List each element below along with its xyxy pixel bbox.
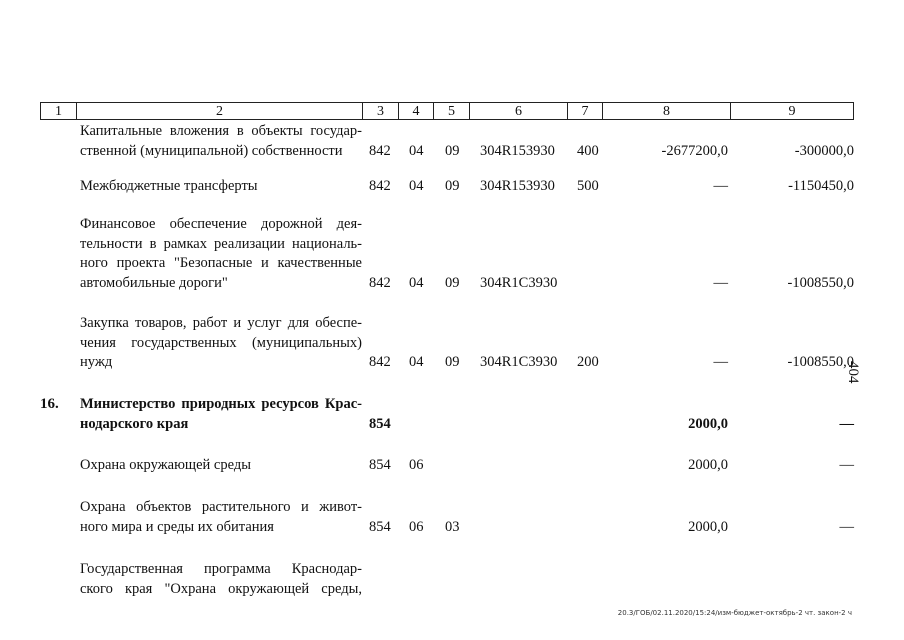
- row-name-line: ственной (муниципальной) собственности: [80, 142, 343, 159]
- row-name-line: ского края "Охрана окружающей среды,: [80, 580, 362, 597]
- row-amount-8: 2000,0: [688, 518, 728, 535]
- row-code-3: 842: [369, 178, 391, 194]
- section-number: 16.: [40, 396, 59, 412]
- row-name: [80, 456, 362, 476]
- header-col-1: 1: [40, 102, 77, 120]
- table-header: [40, 102, 854, 120]
- row-name-line: автомобильные дороги": [80, 274, 228, 291]
- row-code-3: 854: [369, 518, 391, 535]
- header-col-2: 2: [76, 102, 363, 120]
- row-name: [80, 314, 362, 373]
- row-code-3: 854: [369, 415, 391, 432]
- row-name: [80, 215, 362, 293]
- row-code-5: 09: [445, 178, 460, 194]
- row-name-line: тельности в рамках реализации националь-: [80, 235, 362, 252]
- row-amount-8: —: [713, 354, 728, 370]
- row-amount-8: 2000,0: [688, 415, 728, 432]
- row-code-3: 842: [369, 142, 391, 159]
- row-name-line: Государственная программа Краснодар-: [80, 561, 362, 577]
- header-col-9: 9: [730, 102, 854, 120]
- header-col-5: 5: [433, 102, 470, 120]
- header-col-6: 6: [469, 102, 568, 120]
- row-code-6: 304R153930: [480, 142, 555, 159]
- row-amount-9: —: [839, 518, 854, 535]
- row-name-line: чения государственных (муниципальных): [80, 334, 362, 351]
- row-name-line: Финансовое обеспечение дорожной дея-: [80, 216, 362, 232]
- row-amount-8: —: [713, 274, 728, 291]
- row-code-5: 09: [445, 274, 460, 291]
- row-name-line: Охрана окружающей среды: [80, 457, 251, 473]
- page-number: 404: [845, 361, 861, 384]
- row-code-3: 842: [369, 274, 391, 291]
- row-amount-9: -1008550,0: [787, 274, 854, 291]
- row-code-5: 09: [445, 142, 460, 159]
- header-col-7: 7: [567, 102, 603, 120]
- row-code-6: 304R153930: [480, 178, 555, 194]
- row-name-line: Межбюджетные трансферты: [80, 178, 258, 194]
- row-code-4: 04: [409, 178, 424, 194]
- row-code-7: 500: [577, 178, 599, 194]
- row-name-line: нодарского края: [80, 415, 189, 432]
- header-col-3: 3: [362, 102, 399, 120]
- row-name-line: Капитальные вложения в объекты государ-: [80, 123, 362, 139]
- row-amount-8: 2000,0: [688, 457, 728, 473]
- row-name: [80, 560, 362, 599]
- row-amount-9: -1150450,0: [788, 178, 854, 194]
- row-amount-9: -300000,0: [794, 142, 854, 159]
- row-code-5: 09: [445, 354, 460, 370]
- row-name-line: Охрана объектов растительного и живот-: [80, 499, 362, 515]
- row-name-line: Закупка товаров, работ и услуг для обеспе-: [80, 315, 362, 331]
- row-code-4: 04: [409, 354, 424, 370]
- row-code-3: 854: [369, 457, 391, 473]
- row-code-4: 06: [409, 518, 424, 535]
- row-name: [80, 498, 362, 537]
- row-amount-9: —: [839, 457, 854, 473]
- row-name: [80, 395, 362, 434]
- row-code-4: 04: [409, 274, 424, 291]
- row-code-4: 06: [409, 457, 424, 473]
- row-amount-9: -1008550,0: [787, 354, 854, 370]
- row-code-6: 304R1C3930: [480, 274, 558, 291]
- row-name-line: Министерство природных ресурсов Крас-: [80, 396, 362, 412]
- row-name-line: нужд: [80, 354, 113, 370]
- row-name: [80, 177, 362, 197]
- row-code-4: 04: [409, 142, 424, 159]
- row-code-5: 03: [445, 518, 460, 535]
- row-amount-8: -2677200,0: [661, 142, 728, 159]
- row-code-3: 842: [369, 354, 391, 370]
- header-col-8: 8: [602, 102, 731, 120]
- row-name-line: ного проекта "Безопасные и качественные: [80, 255, 362, 271]
- row-code-6: 304R1C3930: [480, 354, 558, 370]
- row-amount-8: —: [713, 178, 728, 194]
- document-footer: 20.3/ГОБ/02.11.2020/15:24/изм-бюджет-октябрь-2 чт. закон-2 ч: [617, 609, 852, 617]
- row-amount-9: —: [839, 415, 854, 432]
- header-col-4: 4: [398, 102, 434, 120]
- row-code-7: 200: [577, 354, 599, 370]
- row-code-7: 400: [577, 142, 599, 159]
- row-name: [80, 122, 362, 161]
- row-name-line: ного мира и среды их обитания: [80, 518, 274, 535]
